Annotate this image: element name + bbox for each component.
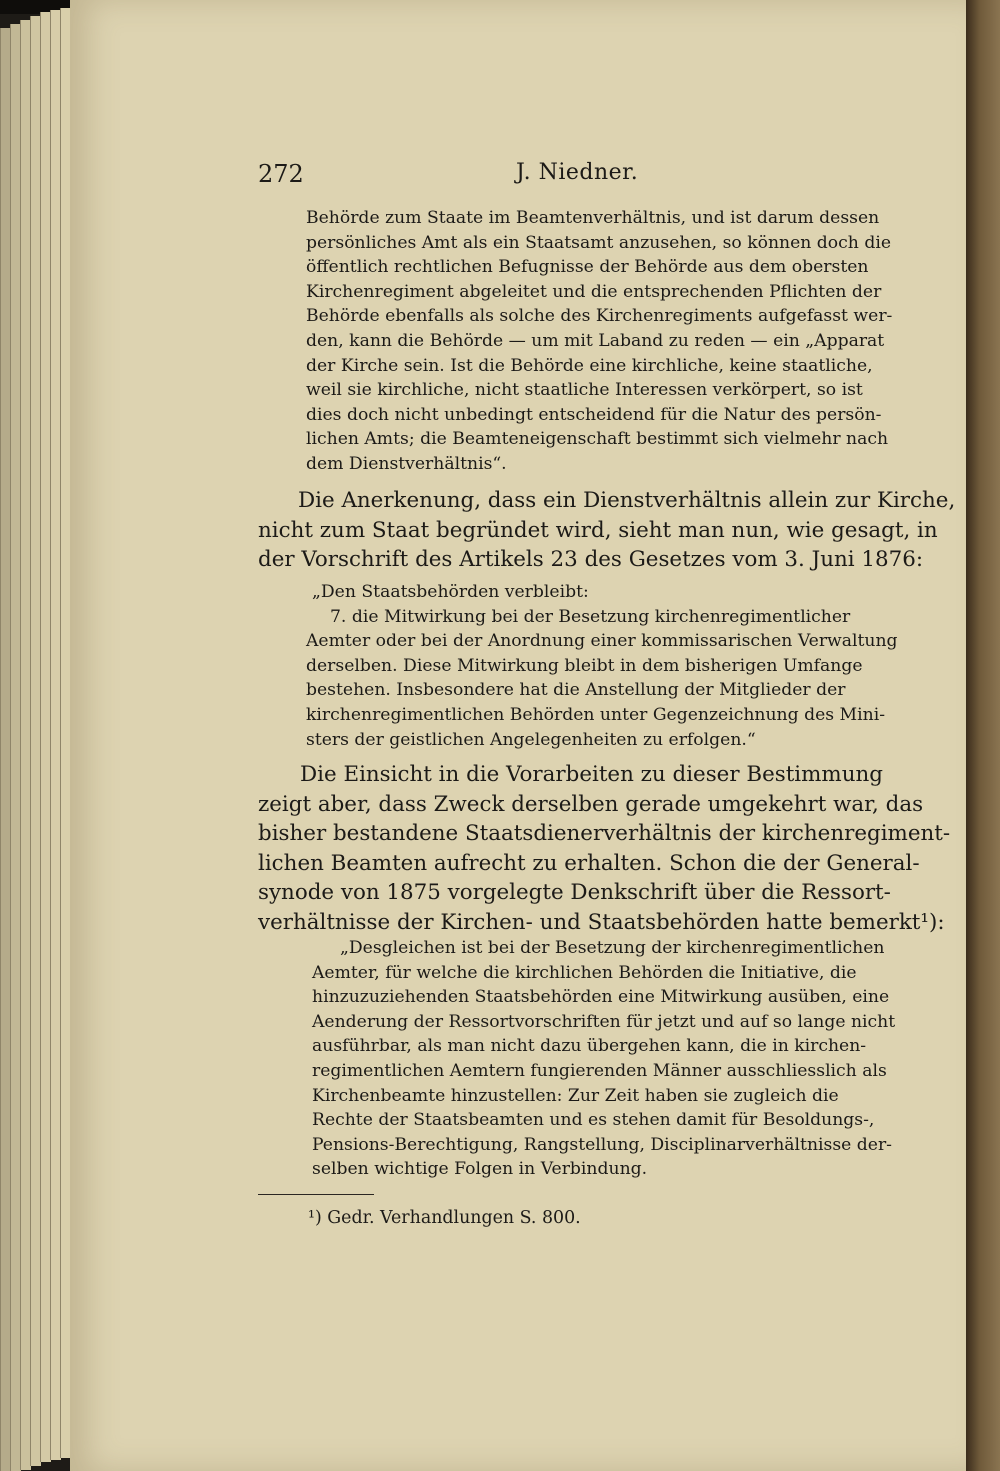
text-line: nicht zum Staat begründet wird, sieht man nun, wie gesagt, in <box>258 517 938 543</box>
text-line: regimentlichen Aemtern fungierenden Männer ausschliesslich als <box>312 1060 887 1081</box>
text-line: persönliches Amt als ein Staatsamt anzusehen, so können doch die <box>306 232 891 253</box>
text-line: Behörde zum Staate im Beamtenverhältnis, und ist darum dessen <box>306 208 880 228</box>
quote-block-1 <box>306 206 892 477</box>
text-line: Aemter oder bei der Anordnung einer kommissarischen Verwaltung <box>306 631 898 652</box>
text-line: „Den Staatsbehörden verbleibt: <box>312 582 589 602</box>
text-line: hinzuzuziehenden Staatsbehörden eine Mitwirkung ausüben, eine <box>312 987 890 1008</box>
text-line: Kirchenbeamte hinzustellen: Zur Zeit haben sie zugleich die <box>312 1085 839 1106</box>
text-line: lichen Amts; die Beamteneigenschaft bestimmt sich vielmehr nach <box>306 429 889 450</box>
text-line: Die Einsicht in die Vorarbeiten zu dieser Bestimmung <box>300 762 883 787</box>
text-line: bestehen. Insbesondere hat die Anstellung der Mitglieder der <box>306 680 846 701</box>
text-line: dem Dienstverhältnis“. <box>306 453 507 474</box>
text-line: lichen Beamten aufrecht zu erhalten. Schon die der General- <box>258 850 920 876</box>
book-binding-edge <box>966 0 1000 1471</box>
text-line: Kirchenregiment abgeleitet und die entsprechenden Pflichten der <box>306 281 882 302</box>
body-paragraph-2 <box>258 760 950 938</box>
text-line: sters der geistlichen Angelegenheiten zu erfolgen.“ <box>306 729 756 750</box>
text-line: Aenderung der Ressortvorschriften für jetzt und auf so lange nicht <box>312 1011 896 1032</box>
body-paragraph-1 <box>258 486 955 575</box>
footnote-rule <box>258 1194 374 1195</box>
text-line: selben wichtige Folgen in Verbindung. <box>312 1159 648 1180</box>
text-line: bisher bestandene Staatsdienerverhältnis der kirchenregiment- <box>258 821 951 847</box>
text-line: kirchenregimentlichen Behörden unter Gegenzeichnung des Mini- <box>306 704 885 725</box>
text-line: der Vorschrift des Artikels 23 des Gesetzes vom 3. Juni 1876: <box>258 547 924 573</box>
text-line: ausführbar, als man nicht dazu übergehen kann, die in kirchen- <box>312 1036 867 1057</box>
text-line: synode von 1875 vorgelegte Denkschrift über die Ressort- <box>258 880 891 906</box>
text-line: verhältnisse der Kirchen- und Staatsbehörden hatte bemerkt¹): <box>258 909 945 935</box>
text-line: Pensions-Berechtigung, Rangstellung, Disciplinarverhältnisse der- <box>312 1134 892 1155</box>
text-line: Die Anerkenung, dass ein Dienstverhältnis allein zur Kirche, <box>298 488 956 513</box>
text-line: dies doch nicht unbedingt entscheidend für die Natur des persön- <box>306 404 882 425</box>
text-line: Aemter, für welche die kirchlichen Behörden die Initiative, die <box>312 962 857 983</box>
footnote: ¹) Gedr. Verhandlungen S. 800. <box>308 1208 581 1228</box>
text-line: 7. die Mitwirkung bei der Besetzung kirchenregimentlicher <box>330 606 851 627</box>
quote-block-3 <box>312 936 895 1182</box>
text-line: Behörde ebenfalls als solche des Kirchenregiments aufgefasst wer- <box>306 306 893 327</box>
text-line: „Desgleichen ist bei der Besetzung der kirchenregimentlichen <box>340 938 885 958</box>
text-line: den, kann die Behörde — um mit Laband zu reden — ein „Apparat <box>306 330 885 351</box>
page-number: 272 <box>258 160 304 188</box>
running-head: J. Niedner. <box>516 160 639 185</box>
text-line: zeigt aber, dass Zweck derselben gerade umgekehrt war, das <box>258 791 924 817</box>
text-line: der Kirche sein. Ist die Behörde eine kirchliche, keine staatliche, <box>306 355 873 376</box>
text-line: weil sie kirchliche, nicht staatliche Interessen verkörpert, so ist <box>306 380 863 401</box>
text-line: Rechte der Staatsbeamten und es stehen damit für Besoldungs-, <box>312 1110 875 1131</box>
text-line: öffentlich rechtlichen Befugnisse der Behörde aus dem obersten <box>306 257 869 278</box>
text-line: derselben. Diese Mitwirkung bleibt in dem bisherigen Umfange <box>306 655 863 676</box>
quote-block-2 <box>306 580 898 752</box>
